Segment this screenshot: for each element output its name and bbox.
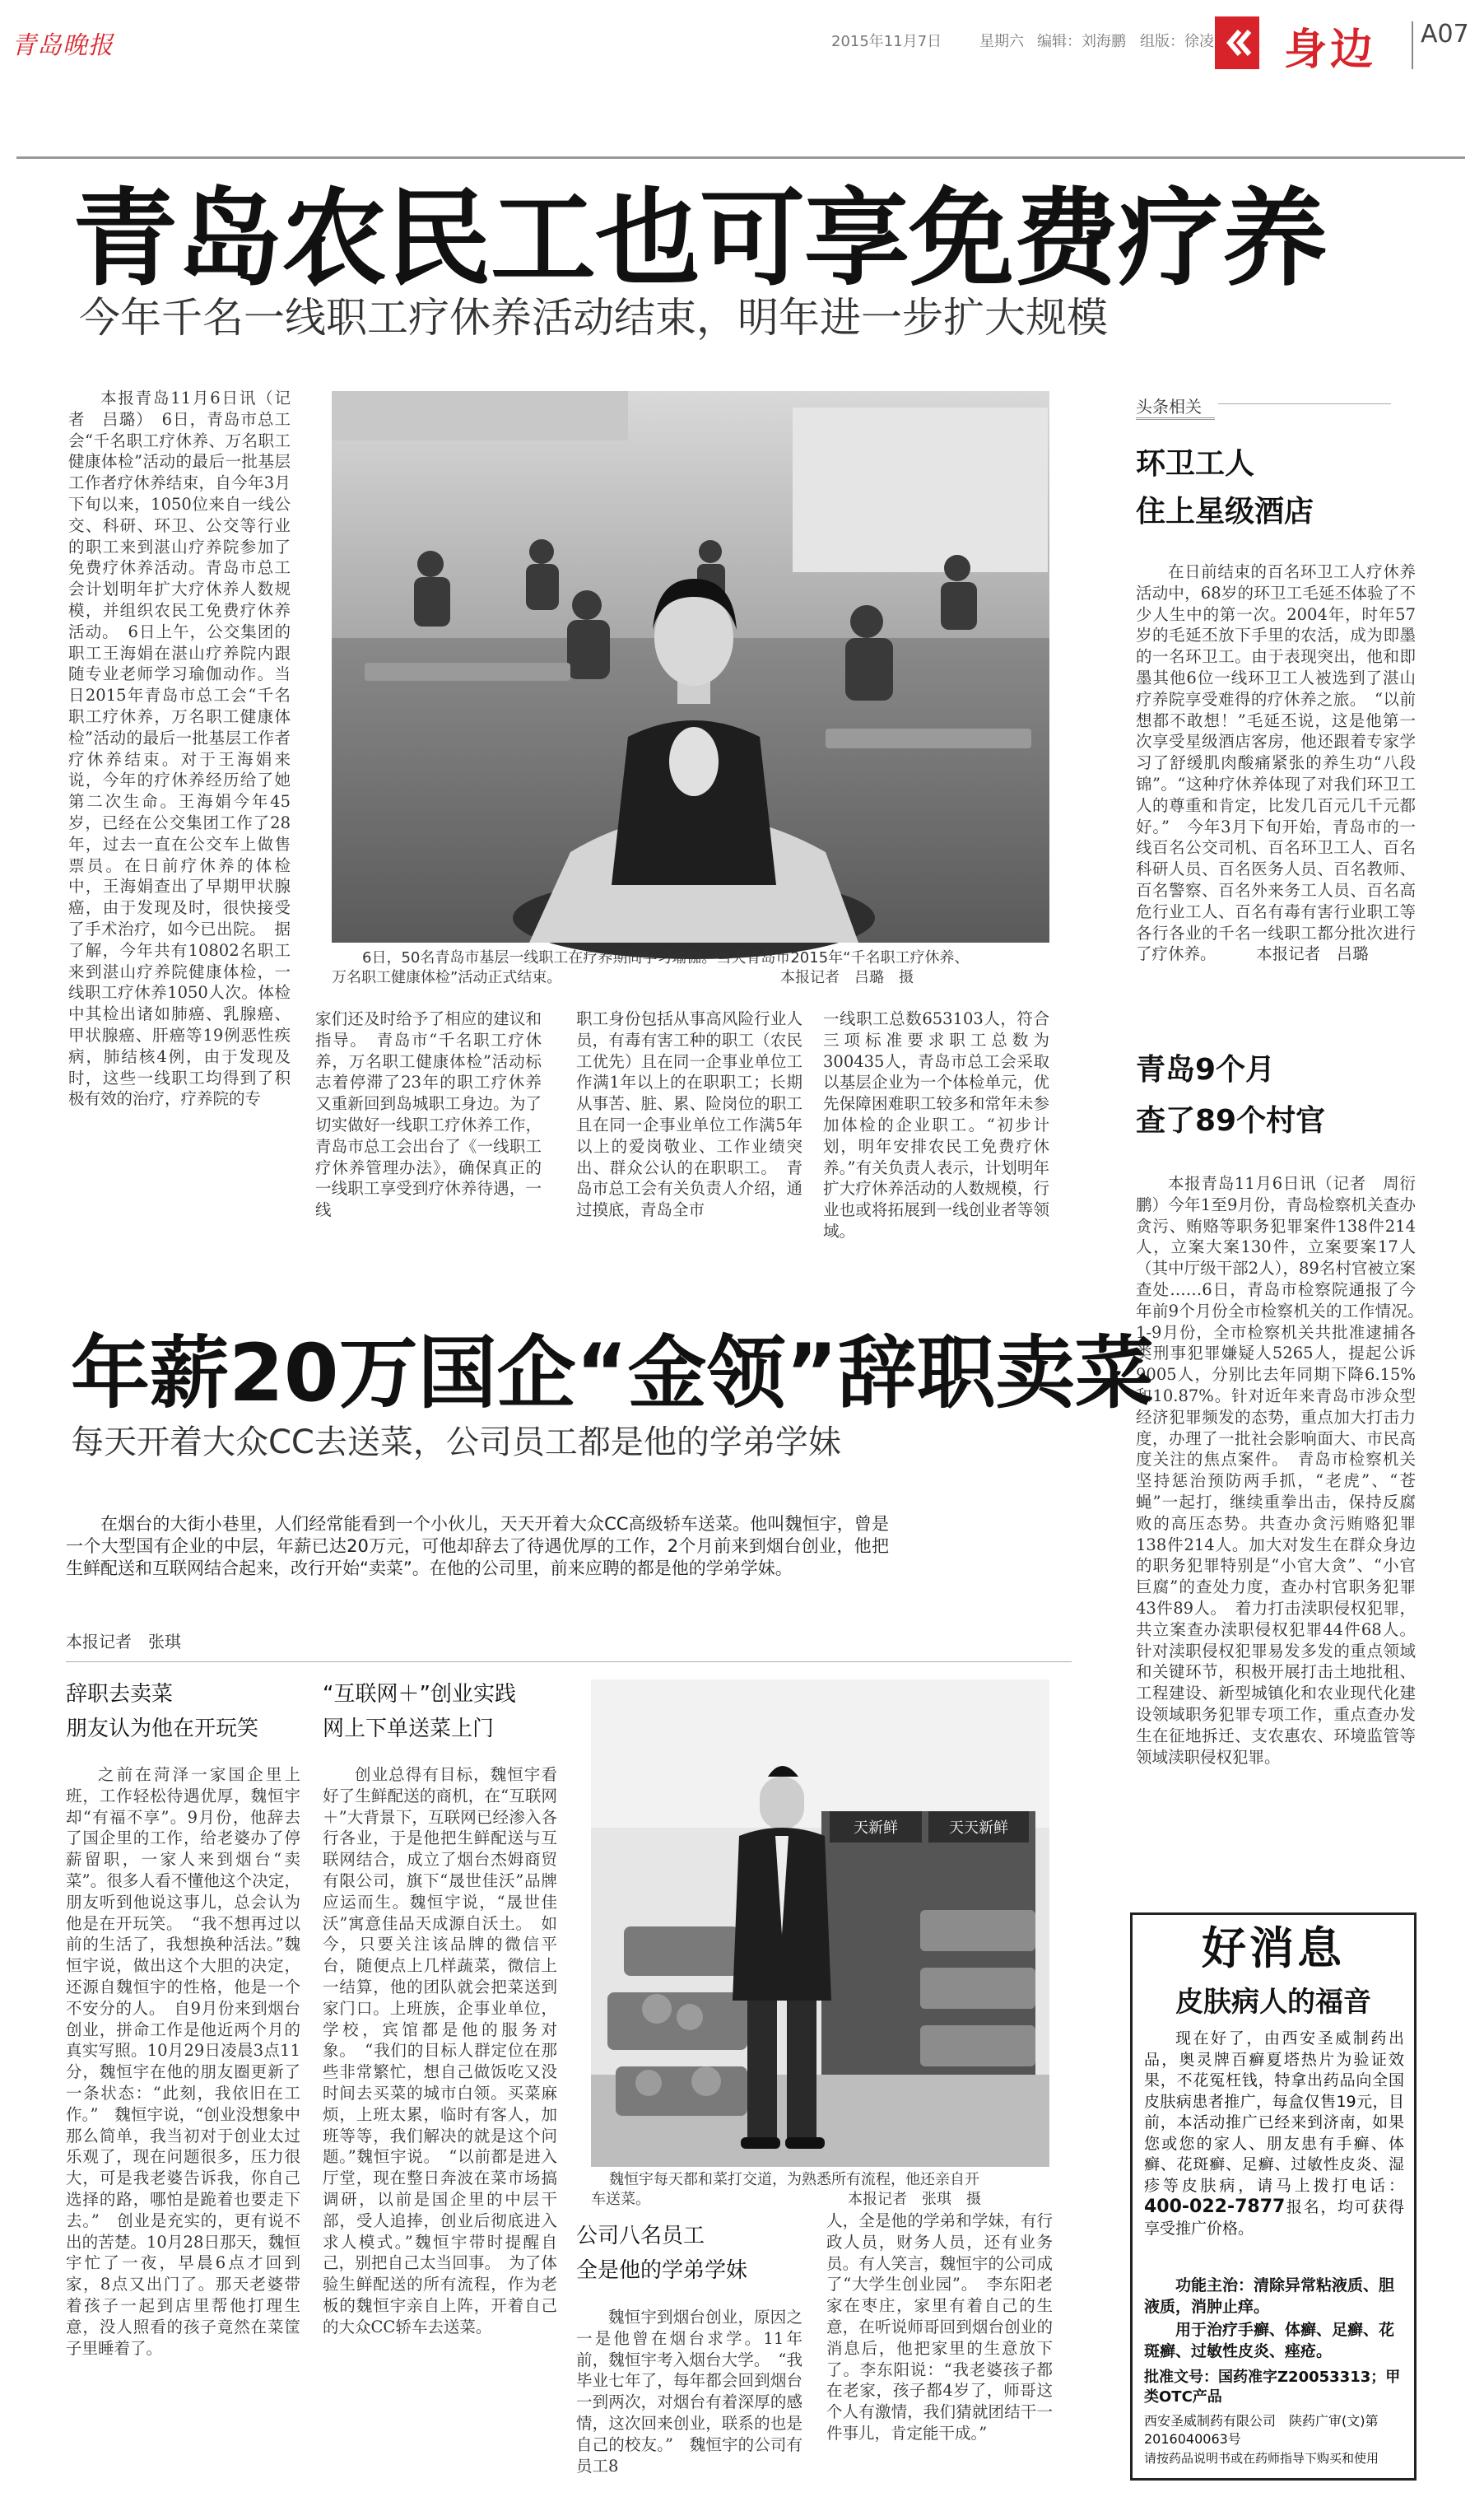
shop-sign-right: 天天新鲜 bbox=[949, 1819, 1008, 1837]
sidebar-article1-title-1: 环卫工人 bbox=[1136, 447, 1255, 481]
story1-subheadline: 今年千名一线职工疗休养活动结束，明年进一步扩大规模 bbox=[79, 294, 1108, 342]
story2-lead-rule bbox=[66, 1661, 1072, 1662]
story2-subheadline: 每天开着大众CC去送菜，公司员工都是他的学弟学妹 bbox=[71, 1423, 841, 1461]
story2-sub3-line1: 公司八名员工 bbox=[576, 2224, 705, 2248]
ad-box bbox=[1130, 1912, 1417, 2481]
story1-photo-caption-1: 6日，50名青岛市基层一线职工在疗养期间学习瑜伽。当天青岛市2015年“千名职工疗休养、 bbox=[362, 949, 970, 967]
layout-credit: 组版：徐凌 bbox=[1140, 33, 1214, 50]
story2-lead: 在烟台的大街小巷里，人们经常能看到一个小伙儿，天天开着大众CC高级轿车送菜。他叫魏恒宇，曾是一个大型国有企业的中层，年薪已达20万元，可他却辞去了待遇优厚的工作，2个月前来到烟台创业，他把生鲜配送和互联网结合起来，改行开始“卖菜”。在他的公司里，前来应聘的都是他的学弟学妹。 bbox=[66, 1514, 889, 1578]
story2-photo-caption-1: 魏恒宇每天都和菜打交道，为熟悉所有流程，他还亲自开 bbox=[609, 2171, 979, 2188]
story1-photo-credit: 本报记者 吕璐 摄 bbox=[780, 969, 914, 986]
masthead-divider bbox=[1412, 21, 1413, 69]
story2-photo-credit: 本报记者 张琪 摄 bbox=[848, 2191, 981, 2208]
story1-col1: 本报青岛11月6日讯（记者 吕璐） 6日，青岛市总工会“千名职工疗休养、万名职工健康体检”活动的最后一批基层工作者疗休养结束，自今年3月下旬以来，1050位来自一线公交、科研、环卫、公交等行业的职工来到湛山疗养院参加了免费疗休养活动。青岛市总工会计划明年扩大疗休养人数规模，并组织农民工免费疗休养活动。 6日上午，公交集团的职工王海娟在湛山疗养院内跟随专业老师学习瑜伽动作。当日2015年青岛市总工会“千名职工疗休养，万名职工健康体检”活动的最后一批基层工作者疗休养结束。对于王海娟来说，今年的疗休养经历给了她第二次生命。王海娟今年45岁，已经在公交集团工作了28年，过去一直在公交车上做售票员。在日前疗休养的体检中，王海娟查出了早期甲状腺癌，由于发现及时，很快接受了手术治疗，如今已出院。 据了解，今年共有10802名职工来到湛山疗养院健康体检，一线职工疗休养1050人次。体检中其检出诸如肺癌、乳腺癌、甲状腺癌、肝癌等19例恶性疾病，肺结核4例，由于发现及时，这些一线职工均得到了积极有效的治疗，疗养院的专 bbox=[68, 389, 291, 1109]
story1-col4: 一线职工总数653103人，符合三项标准要求职工总数为300435人，青岛市总工会采取以基层企业为一个体检单元，优先保障困难职工较多和常年未参加体检的企业职工。“初步计划，明年安排农民工免费疗休养。”有关负责人表示，计划明年扩大疗休养活动的人数规模，行业也或将拓展到一线创业者等领域。 bbox=[823, 1009, 1049, 1241]
story2-vegetable-shop-photo bbox=[591, 1679, 1049, 2167]
issue-weekday: 星期六 bbox=[979, 33, 1024, 50]
story1-photo-caption-2: 万名职工健康体检”活动正式结束。 bbox=[332, 969, 562, 986]
story2-photo-caption-2: 车送菜。 bbox=[591, 2191, 650, 2208]
sidebar-article2-title-1: 青岛9个月 bbox=[1136, 1053, 1276, 1087]
page-number: A07 bbox=[1421, 20, 1469, 49]
story1-col2: 家们还及时给予了相应的建议和指导。 青岛市“千名职工疗休养，万名职工健康体检”活动标志着停滞了23年的职工疗休养又重新回到岛城职工身边。为了切实做好一线职工疗休养工作，青岛市总工会出台了《一线职工疗休养管理办法》，确保真正的一线职工享受到疗休养待遇，一线 bbox=[315, 1009, 542, 1220]
story2-sub2-line2: 网上下单送菜上门 bbox=[323, 1717, 495, 1741]
story2-sub1-line2: 朋友认为他在开玩笑 bbox=[66, 1717, 259, 1741]
sidebar-tag: 头条相关 bbox=[1136, 394, 1215, 420]
ad-title: 好消息 bbox=[1202, 1922, 1345, 1974]
story2-col3: 魏恒宇到烟台创业，原因之一是他曾在烟台求学。11年前，魏恒宇考入烟台大学。 “我毕业七年了，每年都会回到烟台一到两次，对烟台有着深厚的感情，这次回来创业，联系的也是自己的校友。” 魏恒宇的公司有员工8 bbox=[576, 2308, 802, 2476]
ad-usage: 用于治疗手癣、体癣、足癣、花斑癣、过敏性皮炎、痤疮。 bbox=[1144, 2321, 1395, 2360]
story2-col4: 人，全是他的学弟和学妹，有行政人员，财务人员，还有业务员。有人笑言，魏恒宇的公司成了“大学生创业园”。 李东阳老家在枣庄，家里有着自己的生意，在听说师哥回到烟台创业的消息后，他把家里的生意放下了。李东阳说：“我老婆孩子都在老家，孩子都4岁了，师哥这个人有激情，我们猜就团结干一件事儿，肯定能干成。” bbox=[826, 2211, 1053, 2443]
sidebar-article2-body: 本报青岛11月6日讯（记者 周衍鹏）今年1至9月份，青岛检察机关查办贪污、贿赂等职务犯罪案件138件214人，立案大案130件，立案要案17人（其中厅级干部2人），89名村官被立案查处……6日，青岛市检察院通报了今年前9个月份全市检察机关的工作情况。 1-9月份，全市检察机关共批准逮捕各类刑事犯罪嫌疑人5265人，提起公诉9005人，分别比去年同期下降6.15%和10.87%。针对近年来青岛市涉众型经济犯罪频发的态势，重点加大打击力度，办理了一批社会影响面大、市民高度关注的焦点案件。 青岛市检察机关坚持惩治预防两手抓，“老虎”、“苍蝇”一起打，继续重拳出击，保持反腐败的高压态势。共查办贪污贿赂犯罪138件214人。加大对发生在群众身边的职务犯罪特别是“小官大贪”、“小官巨腐”的查处力度，查办村官职务犯罪43件89人。 着力打击渎职侵权犯罪，共立案查办渎职侵权犯罪44件68人。针对渎职侵权犯罪易发多发的重点领域和关键环节，积极开展打击土地批租、工程建设、新型城镇化和农业现代化建设领域职务犯罪专项工作，重点查办发生在征地拆迁、支农惠农、环境监管等领域渎职侵权犯罪。 bbox=[1136, 1174, 1432, 1767]
story2-sub2-line1: “互联网＋”创业实践 bbox=[323, 1682, 516, 1707]
story1-headline: 青岛农民工也可享免费疗养 bbox=[72, 178, 1328, 300]
sidebar-tag-rule bbox=[1218, 403, 1391, 404]
sidebar-article1-title-2: 住上星级酒店 bbox=[1136, 495, 1314, 529]
story2-headline: 年薪20万国企“金领”辞职卖菜 bbox=[71, 1327, 1154, 1419]
story2-byline: 本报记者 张琪 bbox=[66, 1632, 181, 1651]
story1-col3: 职工身份包括从事高风险行业人员，有毒有害工种的职工（农民工优先）且在同一企事业单位工作满1年以上的在职职工；长期从事苦、脏、累、险岗位的职工且在同一企事业单位工作满5年以上的爱岗敬业、工作业绩突出、群众公认的在职职工。 青岛市总工会有关负责人介绍，通过摸底，青岛全市 bbox=[576, 1009, 802, 1220]
section-arrow-icon bbox=[1215, 16, 1259, 69]
issue-date: 2015年11月7日 bbox=[831, 33, 942, 50]
ad-note: 请按药品说明书或在药师指导下购买和使用 bbox=[1144, 2451, 1379, 2466]
ad-phone: 400-022-7877 bbox=[1144, 2197, 1286, 2217]
ad-maker: 西安圣威制药有限公司 陕药广审(文)第2016040063号 bbox=[1144, 2413, 1379, 2447]
section-name: 身边 bbox=[1284, 26, 1377, 75]
masthead-rule bbox=[16, 156, 1465, 159]
story2-sub1-line1: 辞职去卖菜 bbox=[66, 1682, 174, 1707]
editor-credit: 编辑：刘海鹏 bbox=[1037, 33, 1126, 50]
sidebar-article1-body: 在日前结束的百名环卫工人疗休养活动中，68岁的环卫工毛延丕体验了不少人生中的第一次。2004年，时年57岁的毛延丕放下手里的农活，成为即墨的一名环卫工。由于表现突出，他和即墨其他6位一线环卫工人被选到了湛山疗养院享受难得的疗休养之旅。 “以前想都不敢想！”毛延丕说，这是他第一次享受星级酒店客房，他还跟着专家学习了舒缓肌肉酸痛紧张的养生功“八段锦”。“这种疗休养体现了对我们环卫工人的尊重和肯定，比发几百元几千元都好。” 今年3月下旬开始，青岛市的一线百名公交司机、百名环卫工人、百名科研人员、百名医务人员、百名教师、百名警察、百名外来务工人员、百名高危行业工人、百名有毒有害行业职工等各行各业的千名一线职工都分批次进行了疗休养。 本报记者 吕璐 bbox=[1136, 562, 1416, 964]
story2-col2: 创业总得有目标，魏恒宇看好了生鲜配送的商机，在“互联网＋”大背景下，互联网已经渗入各行各业，于是他把生鲜配送与互联网结合，成立了烟台杰姆商贸有限公司，旗下“晟世佳沃”品牌应运而生。魏恒宇说，“晟世佳沃”寓意佳品天成源自沃土。 如今，只要关注该品牌的微信平台，随便点上几样蔬菜，微信上一结算，他的团队就会把菜送到家门口。上班族，企事业单位，学校，宾馆都是他的服务对象。 “我们的目标人群定位在那些非常繁忙，想自己做饭吃又没时间去买菜的城市白领。买菜麻烦，上班太累，临时有客人，加班等等，我们解决的就是这个问题。”魏恒宇说。 “以前都是进入厅堂，现在整日奔波在菜市场搞调研，以前是国企里的中层干部，受人追捧，创业后彻底进入求人模式。”魏恒宇带时提醒自己，别把自己太当回事。 为了体验生鲜配送的所有流程，作为老板的魏恒宇亲自上阵，开着自己的大众CC轿车去送菜。 bbox=[323, 1765, 557, 2336]
ad-subtitle: 皮肤病人的福音 bbox=[1175, 1986, 1371, 2019]
ad-approval: 批准文号：国药准字Z20053313；甲类OTC产品 bbox=[1144, 2369, 1401, 2406]
story2-col1: 之前在菏泽一家国企里上班，工作轻松待遇优厚，魏恒宇却“有福不享”。9月份，他辞去了国企里的工作，给老婆办了停薪留职，一家人来到烟台“卖菜”。很多人看不懂他这个决定，朋友听到他说这事儿，总会认为他是在开玩笑。 “我不想再过以前的生活了，我想换种活法。”魏恒宇说，做出这个大胆的决定，还源自魏恒宇的性格，他是一个不安分的人。 自9月份来到烟台创业，拼命工作是他近两个月的真实写照。10月29日凌晨3点11分，魏恒宇在他的朋友圈更新了一条状态：“此刻，我依旧在工作。” 魏恒宇说，“创业没想象中那么简单，我当初对于创业太过乐观了，现在问题很多，压力很大，可是我老婆告诉我，你自己选择的路，哪怕是跪着也要走下去。” 创业是充实的，更有说不出的苦楚。10月28日那天，魏恒宇忙了一夜，早晨6点才回到家，8点又出门了。那天老婆带着孩子一起到店里帮他打理生意，没人照看的孩子竟然在菜筐子里睡着了。 bbox=[66, 1765, 300, 2358]
ad-function: 功能主治：清除异常粘液质、胆液质，消肿止痒。 bbox=[1144, 2276, 1395, 2316]
story2-sub3-line2: 全是他的学弟学妹 bbox=[576, 2258, 748, 2283]
story1-yoga-photo bbox=[332, 391, 1049, 943]
shop-sign-left: 天新鲜 bbox=[854, 1819, 898, 1837]
sidebar-article2-title-2: 查了89个村官 bbox=[1136, 1104, 1326, 1138]
newspaper-logo: 青岛晚报 bbox=[12, 31, 114, 60]
ad-body: 现在好了，由西安圣威制药出品，奥灵牌百癣夏塔热片为验证效果，不花冤枉钱，特拿出药品向全国皮肤病患者推广，每盒仅售19元，目前，本活动推广已经来到济南，如果您或您的家人、朋友患有手癣、体癣、花斑癣、足癣、过敏性皮炎、湿疹等皮肤病，请马上拨打电话：400-022-7877报名，均可获得享受推广价格。 bbox=[1144, 2029, 1404, 2238]
